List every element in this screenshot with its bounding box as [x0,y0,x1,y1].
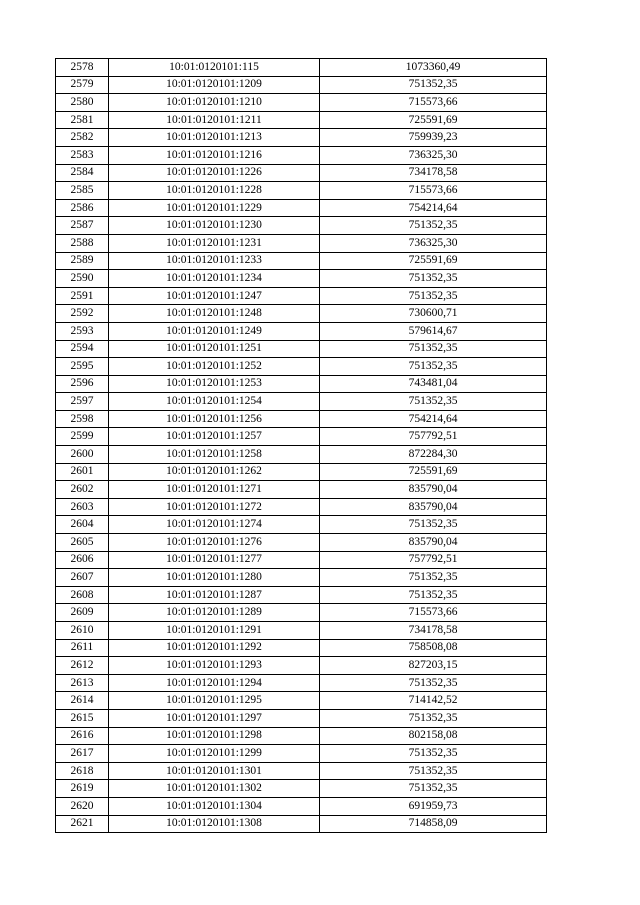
table-row [56,709,547,727]
table-row [56,234,547,252]
cadastral-value-cell: 835790,04 [320,481,547,499]
row-number-cell: 2590 [56,270,109,288]
cadastral-value-cell: 751352,35 [320,674,547,692]
row-number-cell: 2617 [56,745,109,763]
cadastral-value-cell: 579614,67 [320,322,547,340]
table-row [56,287,547,305]
row-number-cell: 2582 [56,129,109,147]
cadastral-number-cell: 10:01:0120101:1277 [109,551,320,569]
row-number-cell: 2581 [56,111,109,129]
cadastral-value-cell: 715573,66 [320,94,547,112]
table-row [56,340,547,358]
cadastral-number-cell: 10:01:0120101:1271 [109,481,320,499]
cadastral-number-cell: 10:01:0120101:1299 [109,745,320,763]
row-number-cell: 2579 [56,76,109,94]
cadastral-number-cell: 10:01:0120101:1213 [109,129,320,147]
cadastral-number-cell: 10:01:0120101:1291 [109,622,320,640]
cadastral-number-cell: 10:01:0120101:1216 [109,146,320,164]
cadastral-value-cell: 751352,35 [320,270,547,288]
table-row [56,586,547,604]
row-number-cell: 2586 [56,199,109,217]
cadastral-value-cell: 757792,51 [320,551,547,569]
cadastral-value-cell: 751352,35 [320,76,547,94]
cadastral-value-cell: 754214,64 [320,410,547,428]
row-number-cell: 2613 [56,674,109,692]
cadastral-value-cell: 835790,04 [320,498,547,516]
cadastral-value-cell: 759939,23 [320,129,547,147]
cadastral-number-cell: 10:01:0120101:1262 [109,463,320,481]
table-row [56,428,547,446]
row-number-cell: 2602 [56,481,109,499]
row-number-cell: 2616 [56,727,109,745]
table-row [56,217,547,235]
table-row [56,516,547,534]
table-row [56,182,547,200]
cadastral-number-cell: 10:01:0120101:1254 [109,393,320,411]
cadastral-number-cell: 10:01:0120101:1294 [109,674,320,692]
table-row [56,410,547,428]
cadastral-value-cell: 691959,73 [320,797,547,815]
cadastral-number-cell: 10:01:0120101:1229 [109,199,320,217]
cadastral-number-cell: 10:01:0120101:1298 [109,727,320,745]
table-row [56,375,547,393]
row-number-cell: 2588 [56,234,109,252]
row-number-cell: 2597 [56,393,109,411]
table-row [56,446,547,464]
table-body [56,59,547,833]
cadastral-number-cell: 10:01:0120101:1231 [109,234,320,252]
cadastral-number-cell: 10:01:0120101:1252 [109,358,320,376]
row-number-cell: 2608 [56,586,109,604]
cadastral-value-cell: 751352,35 [320,709,547,727]
row-number-cell: 2595 [56,358,109,376]
row-number-cell: 2587 [56,217,109,235]
table-row [56,76,547,94]
cadastral-number-cell: 10:01:0120101:1289 [109,604,320,622]
cadastral-value-cell: 751352,35 [320,780,547,798]
table-row [56,199,547,217]
cadastral-value-cell: 1073360,49 [320,59,547,77]
row-number-cell: 2611 [56,639,109,657]
cadastral-value-cell: 757792,51 [320,428,547,446]
cadastral-number-cell: 10:01:0120101:1257 [109,428,320,446]
table-row [56,94,547,112]
cadastral-value-cell: 715573,66 [320,182,547,200]
table-row [56,604,547,622]
row-number-cell: 2594 [56,340,109,358]
table-row [56,639,547,657]
table-row [56,305,547,323]
cadastral-number-cell: 10:01:0120101:1276 [109,534,320,552]
cadastral-number-cell: 10:01:0120101:1292 [109,639,320,657]
cadastral-value-cell: 725591,69 [320,252,547,270]
cadastral-number-cell: 10:01:0120101:1211 [109,111,320,129]
cadastral-number-cell: 10:01:0120101:1226 [109,164,320,182]
cadastral-value-cell: 734178,58 [320,164,547,182]
cadastral-number-cell: 10:01:0120101:1253 [109,375,320,393]
cadastral-value-cell: 758508,08 [320,639,547,657]
cadastral-number-cell: 10:01:0120101:1293 [109,657,320,675]
row-number-cell: 2609 [56,604,109,622]
cadastral-value-cell: 751352,35 [320,340,547,358]
cadastral-value-cell: 751352,35 [320,358,547,376]
table-row [56,270,547,288]
cadastral-value-cell: 736325,30 [320,234,547,252]
table-row [56,569,547,587]
row-number-cell: 2585 [56,182,109,200]
cadastral-value-cell: 751352,35 [320,586,547,604]
table-row [56,164,547,182]
row-number-cell: 2599 [56,428,109,446]
cadastral-number-cell: 10:01:0120101:1230 [109,217,320,235]
cadastral-number-cell: 10:01:0120101:1247 [109,287,320,305]
row-number-cell: 2607 [56,569,109,587]
cadastral-number-cell: 10:01:0120101:1248 [109,305,320,323]
row-number-cell: 2584 [56,164,109,182]
row-number-cell: 2580 [56,94,109,112]
table-row [56,358,547,376]
cadastral-number-cell: 10:01:0120101:1251 [109,340,320,358]
cadastral-value-cell: 751352,35 [320,516,547,534]
cadastral-value-cell: 730600,71 [320,305,547,323]
table-row [56,393,547,411]
row-number-cell: 2610 [56,622,109,640]
cadastral-value-cell: 751352,35 [320,393,547,411]
row-number-cell: 2612 [56,657,109,675]
cadastral-value-table [55,58,547,833]
row-number-cell: 2601 [56,463,109,481]
table-row [56,111,547,129]
cadastral-value-cell: 802158,08 [320,727,547,745]
cadastral-value-cell: 751352,35 [320,217,547,235]
cadastral-value-cell: 736325,30 [320,146,547,164]
table-row [56,129,547,147]
cadastral-number-cell: 10:01:0120101:1209 [109,76,320,94]
row-number-cell: 2614 [56,692,109,710]
cadastral-value-cell: 751352,35 [320,287,547,305]
row-number-cell: 2615 [56,709,109,727]
row-number-cell: 2619 [56,780,109,798]
cadastral-number-cell: 10:01:0120101:1297 [109,709,320,727]
table-row [56,146,547,164]
cadastral-number-cell: 10:01:0120101:1301 [109,762,320,780]
cadastral-value-cell: 714858,09 [320,815,547,833]
cadastral-number-cell: 10:01:0120101:1249 [109,322,320,340]
cadastral-value-cell: 714142,52 [320,692,547,710]
row-number-cell: 2604 [56,516,109,534]
cadastral-number-cell: 10:01:0120101:1274 [109,516,320,534]
cadastral-number-cell: 10:01:0120101:1258 [109,446,320,464]
table-row [56,745,547,763]
row-number-cell: 2596 [56,375,109,393]
cadastral-number-cell: 10:01:0120101:115 [109,59,320,77]
cadastral-number-cell: 10:01:0120101:1287 [109,586,320,604]
cadastral-value-cell: 754214,64 [320,199,547,217]
row-number-cell: 2578 [56,59,109,77]
row-number-cell: 2618 [56,762,109,780]
cadastral-number-cell: 10:01:0120101:1302 [109,780,320,798]
table-row [56,534,547,552]
table-row [56,322,547,340]
table-row [56,674,547,692]
cadastral-value-cell: 725591,69 [320,111,547,129]
table-row [56,498,547,516]
cadastral-number-cell: 10:01:0120101:1228 [109,182,320,200]
row-number-cell: 2606 [56,551,109,569]
row-number-cell: 2600 [56,446,109,464]
cadastral-number-cell: 10:01:0120101:1308 [109,815,320,833]
row-number-cell: 2603 [56,498,109,516]
table-row [56,780,547,798]
row-number-cell: 2592 [56,305,109,323]
row-number-cell: 2583 [56,146,109,164]
cadastral-number-cell: 10:01:0120101:1256 [109,410,320,428]
cadastral-value-cell: 751352,35 [320,762,547,780]
cadastral-value-cell: 743481,04 [320,375,547,393]
cadastral-value-cell: 715573,66 [320,604,547,622]
row-number-cell: 2605 [56,534,109,552]
table-row [56,762,547,780]
cadastral-value-cell: 751352,35 [320,569,547,587]
table-row [56,727,547,745]
row-number-cell: 2593 [56,322,109,340]
cadastral-value-cell: 751352,35 [320,745,547,763]
cadastral-number-cell: 10:01:0120101:1233 [109,252,320,270]
row-number-cell: 2621 [56,815,109,833]
cadastral-number-cell: 10:01:0120101:1272 [109,498,320,516]
table-row [56,551,547,569]
table-row [56,481,547,499]
table-row [56,622,547,640]
table-row [56,463,547,481]
cadastral-number-cell: 10:01:0120101:1280 [109,569,320,587]
table-row [56,657,547,675]
cadastral-value-cell: 835790,04 [320,534,547,552]
cadastral-value-cell: 734178,58 [320,622,547,640]
table-row [56,797,547,815]
table-row [56,59,547,77]
cadastral-number-cell: 10:01:0120101:1295 [109,692,320,710]
cadastral-number-cell: 10:01:0120101:1234 [109,270,320,288]
row-number-cell: 2620 [56,797,109,815]
table-row [56,252,547,270]
cadastral-value-cell: 725591,69 [320,463,547,481]
row-number-cell: 2589 [56,252,109,270]
table-row [56,815,547,833]
row-number-cell: 2591 [56,287,109,305]
cadastral-number-cell: 10:01:0120101:1304 [109,797,320,815]
cadastral-number-cell: 10:01:0120101:1210 [109,94,320,112]
cadastral-value-cell: 827203,15 [320,657,547,675]
row-number-cell: 2598 [56,410,109,428]
table-row [56,692,547,710]
cadastral-value-cell: 872284,30 [320,446,547,464]
